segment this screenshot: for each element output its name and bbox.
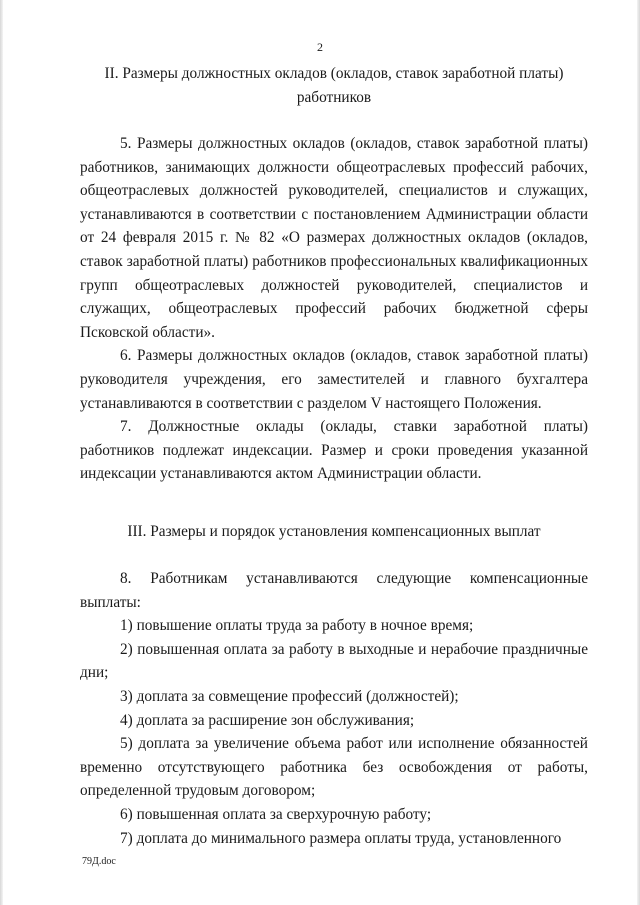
paragraph-6: 6. Размеры должностных окладов (окладов, ставок заработной платы) руководителя учреждения, его заместителей и главного бухгалтера устанавливаются в соответствии с разделом V настоящего Положения. — [80, 347, 588, 412]
list-item: 6) повышенная оплата за сверхурочную работу; — [120, 805, 432, 823]
section-3-body — [80, 567, 588, 850]
paragraph-7: 7. Должностные оклады (оклады, ставки заработной платы) работников подлежат индексации. Размер и сроки проведения указанной индексации устанавливаются актом Администрации области. — [80, 418, 588, 483]
section-3 — [80, 520, 588, 544]
list-item: 7) доплата до минимального размера оплаты труда, установленного — [120, 829, 562, 847]
footer-filename: 79Д.doc — [82, 856, 116, 867]
page-edge-left — [0, 0, 3, 905]
section-2 — [80, 62, 588, 109]
list-item: 1) повышение оплаты труда за работу в ночное время; — [120, 617, 474, 635]
section-2-body — [80, 132, 588, 486]
paragraph-8: 8. Работникам устанавливаются следующие компенсационные выплаты: — [80, 570, 588, 611]
section-2-heading-line2: работников — [296, 88, 372, 106]
list-item: 5) доплата за увеличение объема работ или исполнение обязанностей временно отсутствующего работника без освобождения от работы, определенной трудовым договором; — [80, 735, 588, 800]
list-item: 4) доплата за расширение зон обслуживания; — [120, 711, 415, 729]
list-item: 2) повышенная оплата за работу в выходные и нерабочие праздничные дни; — [80, 640, 588, 682]
page-number: 2 — [317, 40, 323, 54]
section-3-heading: III. Размеры и порядок установления компенсационных выплат — [127, 523, 541, 540]
list-item: 3) доплата за совмещение профессий (должностей); — [120, 687, 459, 705]
paragraph-5: 5. Размеры должностных окладов (окладов, ставок заработной платы) работников, занимающих должности общеотраслевых профессий рабочих, общеотраслевых должностей руководителей, специалистов и служащих, устанавливаются в соответствии с постановлением Администрации области от 24 февраля 2015 г. № 82 «О размерах должностных окладов (окладов, ставок заработной платы) работников профессиональных квалификационных групп общеотраслевых должностей руководителей, специалистов и служащих, общеотраслевых профессий рабочих бюджетной сферы Псковской области». — [80, 135, 588, 341]
section-2-heading-line1: II. Размеры должностных окладов (окладов, ставок заработной платы) — [104, 65, 564, 82]
